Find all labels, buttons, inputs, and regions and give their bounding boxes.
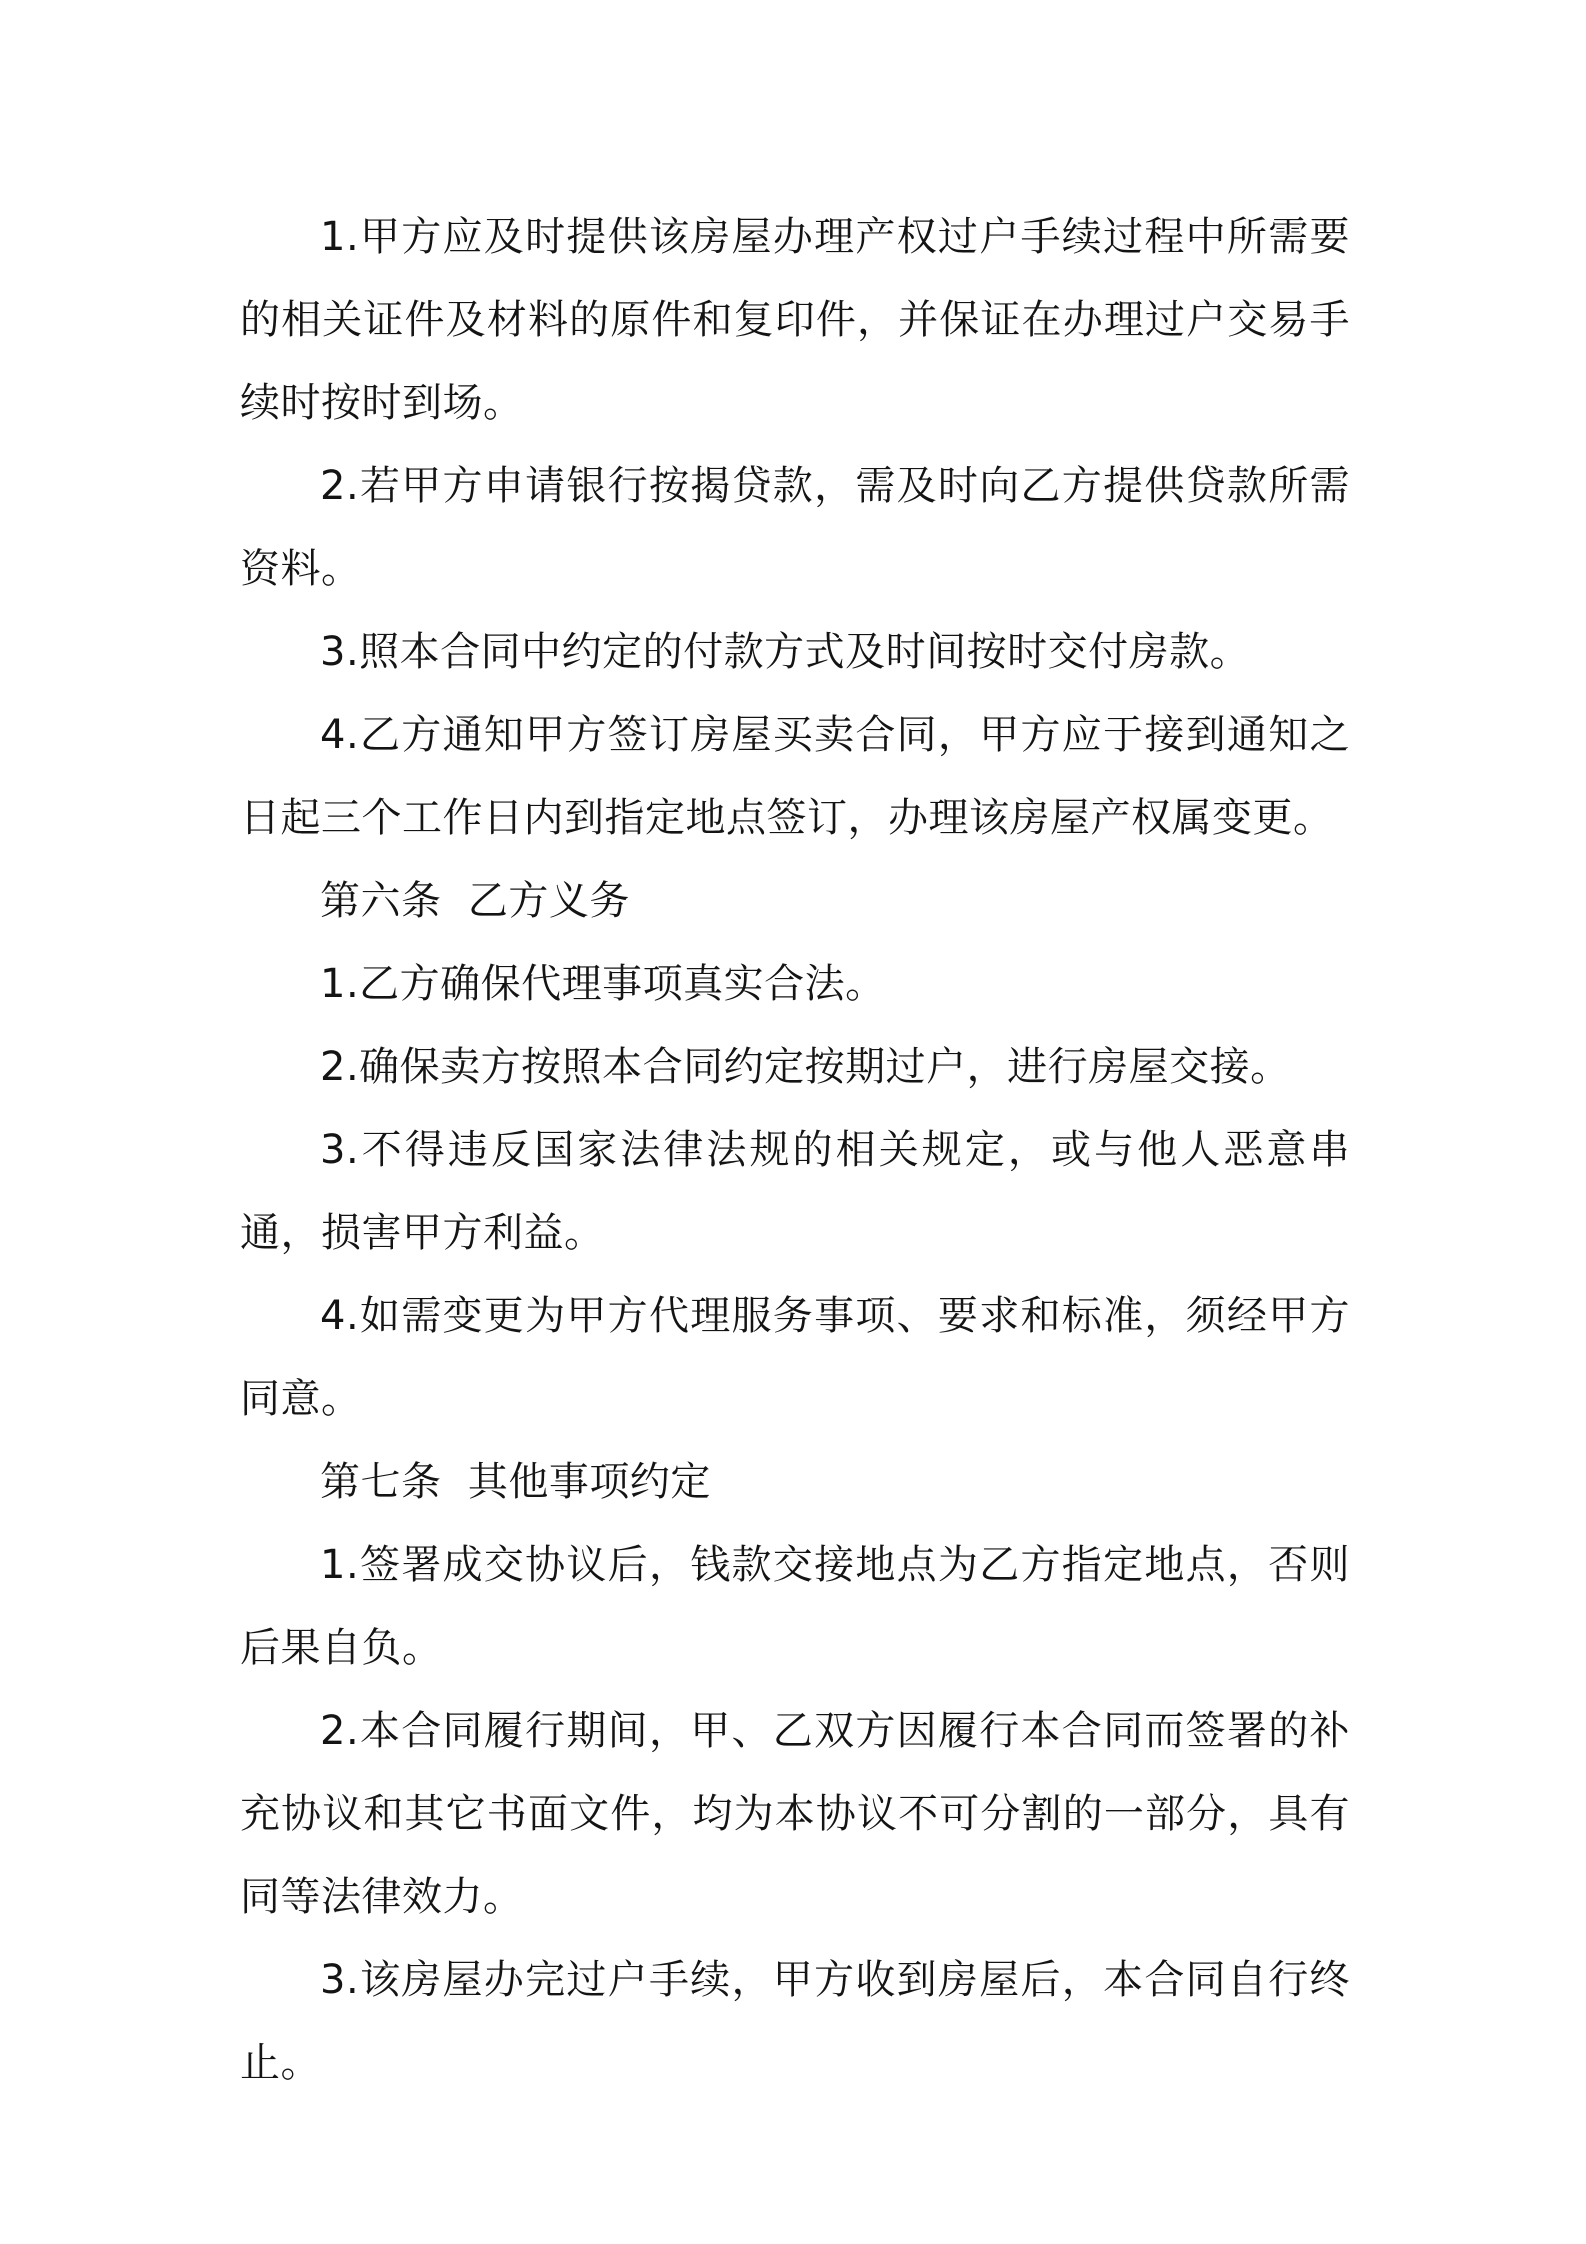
article-6-heading: 第六条 乙方义务 [320, 878, 630, 924]
document-body [240, 196, 1350, 2105]
seller-obligation-3: 3.照本合同中约定的付款方式及时间按时交付房款。 [320, 629, 1251, 675]
seller-obligation-2: 2.若甲方申请银行按揭贷款，需及时向乙方提供贷款所需资料。 [240, 463, 1350, 592]
agent-obligation-3: 3.不得违反国家法律法规的相关规定，或与他人恶意串通，损害甲方利益。 [240, 1127, 1350, 1256]
agent-obligation-2: 2.确保卖方按照本合同约定按期过户，进行房屋交接。 [320, 1044, 1291, 1090]
article-7-heading: 第七条 其他事项约定 [320, 1459, 711, 1505]
agent-obligation-1: 1.乙方确保代理事项真实合法。 [320, 961, 886, 1007]
other-matter-2: 2.本合同履行期间，甲、乙双方因履行本合同而签署的补充协议和其它书面文件，均为本协议不可分割的一部分，具有同等法律效力。 [240, 1708, 1350, 1920]
seller-obligation-4: 4.乙方通知甲方签订房屋买卖合同，甲方应于接到通知之日起三个工作日内到指定地点签订，办理该房屋产权属变更。 [240, 712, 1350, 841]
agent-obligation-4: 4.如需变更为甲方代理服务事项、要求和标准，须经甲方同意。 [240, 1293, 1350, 1422]
other-matter-3: 3.该房屋办完过户手续，甲方收到房屋后，本合同自行终止。 [240, 1957, 1350, 2086]
seller-obligation-1: 1.甲方应及时提供该房屋办理产权过户手续过程中所需要的相关证件及材料的原件和复印件，并保证在办理过户交易手续时按时到场。 [240, 214, 1350, 426]
other-matter-1: 1.签署成交协议后，钱款交接地点为乙方指定地点，否则后果自负。 [240, 1542, 1350, 1671]
